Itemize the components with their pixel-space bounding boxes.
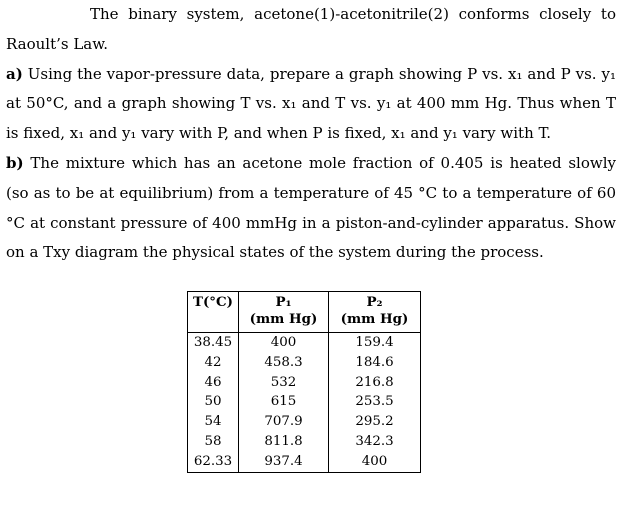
intro-paragraph: The binary system, acetone(1)-acetonitrile(2) conforms closely to Raoult’s Law. bbox=[6, 5, 616, 53]
cell-p1: 400 bbox=[239, 333, 329, 353]
document-body bbox=[6, 0, 616, 268]
part-b-paragraph bbox=[6, 149, 616, 268]
cell-p1: 937.4 bbox=[239, 452, 329, 472]
header-p1 bbox=[239, 292, 329, 333]
cell-temperature: 62.33 bbox=[188, 452, 239, 472]
header-p2-label: P₂ bbox=[366, 294, 383, 310]
table-row bbox=[188, 373, 421, 393]
table-row bbox=[188, 333, 421, 353]
table-row bbox=[188, 412, 421, 432]
cell-p2: 159.4 bbox=[329, 333, 421, 353]
table-row bbox=[188, 432, 421, 452]
table-row bbox=[188, 353, 421, 373]
part-b-label: b) bbox=[6, 153, 24, 172]
cell-p1: 707.9 bbox=[239, 412, 329, 432]
cell-p1: 615 bbox=[239, 392, 329, 412]
cell-p2: 400 bbox=[329, 452, 421, 472]
cell-temperature: 38.45 bbox=[188, 333, 239, 353]
cell-temperature: 50 bbox=[188, 392, 239, 412]
table-header-row bbox=[188, 292, 421, 333]
part-a-label: a) bbox=[6, 64, 23, 83]
cell-p2: 295.2 bbox=[329, 412, 421, 432]
cell-p1: 458.3 bbox=[239, 353, 329, 373]
vapor-pressure-table bbox=[187, 291, 421, 473]
header-p1-label: P₁ bbox=[275, 294, 292, 310]
header-p2 bbox=[329, 292, 421, 333]
part-a-paragraph bbox=[6, 60, 616, 149]
cell-p1: 532 bbox=[239, 373, 329, 393]
header-temperature-label: T(°C) bbox=[193, 294, 233, 310]
cell-p2: 216.8 bbox=[329, 373, 421, 393]
cell-temperature: 46 bbox=[188, 373, 239, 393]
table-row bbox=[188, 392, 421, 412]
cell-p2: 253.5 bbox=[329, 392, 421, 412]
part-a-text: Using the vapor-pressure data, prepare a graph showing P vs. x₁ and P vs. y₁ at 50°C, and a graph showing T vs. x₁ and T vs. y₁ at 400 mm Hg. Thus when T is fixed, x₁ and y₁ vary with P, and when P is fixed, x₁ and y₁ vary with T. bbox=[6, 64, 616, 143]
cell-p2: 342.3 bbox=[329, 432, 421, 452]
header-p2-unit: (mm Hg) bbox=[340, 311, 409, 327]
header-temperature bbox=[188, 292, 239, 333]
table-row bbox=[188, 452, 421, 472]
cell-p2: 184.6 bbox=[329, 353, 421, 373]
cell-p1: 811.8 bbox=[239, 432, 329, 452]
vapor-pressure-table-container bbox=[187, 291, 421, 473]
header-p1-unit: (mm Hg) bbox=[249, 311, 318, 327]
part-b-text: The mixture which has an acetone mole fraction of 0.405 is heated slowly (so as to be at equilibrium) from a temperature of 45 °C to a temperature of 60 °C at constant pressure of 400 mmHg in a piston-and-cylinder apparatus. Show on a Txy diagram the physical states of the system during the process. bbox=[6, 153, 616, 262]
cell-temperature: 42 bbox=[188, 353, 239, 373]
cell-temperature: 54 bbox=[188, 412, 239, 432]
cell-temperature: 58 bbox=[188, 432, 239, 452]
